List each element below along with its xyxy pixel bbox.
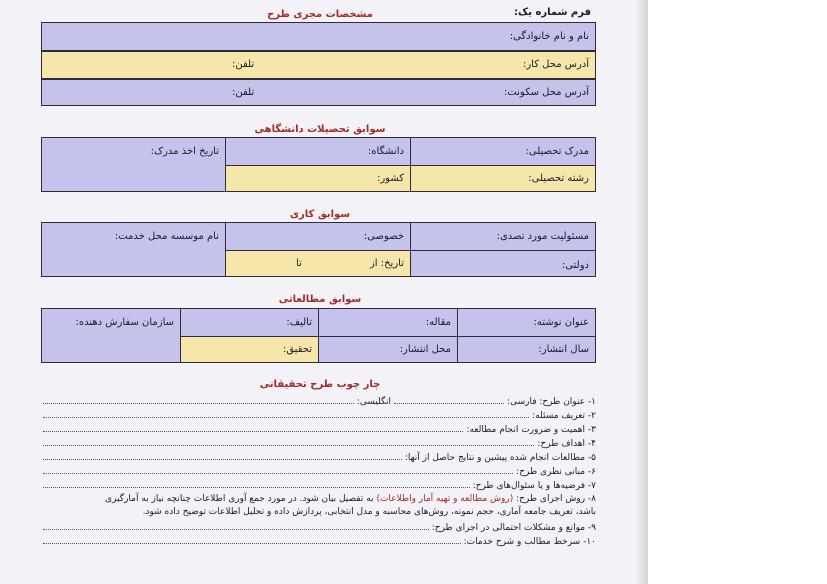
item10-label: ۱۰- سرخط مطالب و شرح خدمات:	[463, 537, 596, 547]
work-phone-label: تلفن:	[232, 59, 255, 70]
country-field[interactable]	[225, 165, 411, 192]
work-title-field[interactable]	[457, 308, 596, 337]
compilation-label: تالیف:	[286, 316, 312, 328]
list-item-problem	[40, 407, 596, 421]
item1-label: ۱- عنوان طرح: فارسی:	[507, 397, 596, 407]
list-item-services	[40, 533, 596, 547]
list-item-theory	[40, 463, 596, 477]
item1-english-label: انگلیسی:	[356, 397, 392, 407]
title-fa-line[interactable]	[394, 403, 504, 404]
country-label: کشور:	[376, 172, 404, 184]
form-number: فرم شماره یک:	[513, 7, 591, 18]
item8-label: ۸- روش اجرای طرح:	[516, 494, 596, 504]
section-title-framework: چار چوب طرح تحقیقاتی	[259, 379, 381, 390]
pub-year-label: سال انتشار:	[538, 343, 589, 355]
field-of-study-label: رشته تحصیلی:	[528, 172, 589, 184]
work-address-label: آدرس محل کار:	[522, 59, 589, 70]
work-date-to-label: تا	[296, 257, 302, 269]
item5-label: ۵- مطالعات انجام شده پیشین و نتایج حاصل از آنها:	[404, 453, 596, 463]
university-field[interactable]	[225, 137, 411, 166]
degree-date-label: تاریخ اخذ مدرک:	[150, 146, 219, 157]
article-field[interactable]	[318, 308, 458, 337]
item8-line2: باشد، تعریف جامعه آماری، حجم نمونه، روش‌های محاسبه و مدل انتخابی، پردازش داده و تحلیل اطلاعات توضیح داده شود.	[142, 507, 596, 517]
work-date-label: تاریخ: از	[369, 257, 404, 269]
private-label: خصوصی:	[363, 230, 404, 242]
client-org-label: سازمان سفارش دهنده:	[75, 317, 174, 328]
section-title-work: سوابق کاری	[289, 209, 351, 220]
item9-label: ۹- موانع و مشکلات احتمالی در اجرای طرح:	[431, 523, 596, 533]
name-label: نام و نام خانوادگی:	[509, 30, 589, 42]
list-item-goals	[40, 435, 596, 449]
degree-label: مدرک تحصیلی:	[525, 145, 589, 157]
name-field[interactable]	[41, 22, 596, 51]
item7-label: ۷- فرضیه‌ها و یا سئوال‌های طرح:	[472, 481, 596, 491]
list-item-method	[40, 493, 596, 519]
compilation-field[interactable]	[180, 308, 319, 337]
section-title-executor: مشخصات مجری طرح	[267, 9, 373, 20]
item6-line[interactable]	[43, 473, 513, 474]
item7-line[interactable]	[43, 487, 470, 488]
item3-line[interactable]	[43, 431, 463, 432]
list-item-importance	[40, 421, 596, 435]
institution-field[interactable]	[41, 222, 226, 277]
research-label: تحقیق:	[282, 343, 312, 355]
item2-line[interactable]	[43, 417, 529, 418]
degree-field[interactable]	[410, 137, 596, 166]
responsibility-field[interactable]	[410, 222, 596, 251]
item9-line[interactable]	[43, 529, 429, 530]
pub-year-field[interactable]	[457, 336, 596, 363]
framework-list	[40, 393, 596, 547]
item4-label: ۴- اهداف طرح:	[537, 439, 596, 449]
client-org-field[interactable]	[41, 308, 181, 363]
section-title-studies: سوابق مطالعاتی	[278, 294, 362, 305]
work-address-field[interactable]	[41, 51, 596, 79]
item3-label: ۳- اهمیت و ضرورت انجام مطالعه:	[466, 425, 596, 435]
pub-place-field[interactable]	[318, 336, 458, 363]
title-en-line[interactable]	[43, 403, 354, 404]
article-label: مقاله:	[425, 316, 451, 328]
university-label: دانشگاه:	[367, 145, 404, 157]
home-address-label: آدرس محل سکونت:	[503, 86, 589, 98]
list-item-title	[40, 393, 596, 407]
list-item-obstacles	[40, 519, 596, 533]
responsibility-label: مسئولیت مورد تصدی:	[496, 230, 589, 242]
institution-label: نام موسسه محل خدمت:	[114, 231, 219, 242]
home-phone-label: تلفن:	[232, 86, 255, 98]
item10-line[interactable]	[43, 543, 461, 544]
item8-rest: به تفصیل بیان شود. در مورد جمع آوری اطلاعات چنانچه نیاز به آمارگیری	[105, 494, 374, 504]
item2-label: ۲- تعریف مسئله:	[532, 411, 596, 421]
government-label: دولتی:	[561, 260, 589, 271]
item5-line[interactable]	[43, 459, 402, 460]
degree-date-field[interactable]	[41, 137, 226, 192]
home-address-field[interactable]	[41, 79, 596, 106]
government-field[interactable]	[410, 250, 596, 277]
list-item-previous-studies	[40, 449, 596, 463]
private-field[interactable]	[225, 222, 411, 251]
research-field[interactable]	[180, 336, 319, 363]
item6-label: ۶- مبانی نظری طرح:	[516, 467, 596, 477]
field-of-study-field[interactable]	[410, 165, 596, 192]
list-item-hypotheses	[40, 477, 596, 491]
work-date-field[interactable]	[225, 250, 411, 277]
work-title-label: عنوان نوشته:	[533, 316, 589, 328]
item4-line[interactable]	[43, 445, 534, 446]
section-title-education: سوابق تحصیلات دانشگاهی	[254, 124, 386, 135]
pub-place-label: محل انتشار:	[399, 343, 451, 355]
item8-highlight: (روش مطالعه و تهیه آمار واطلاعات)	[376, 494, 514, 504]
